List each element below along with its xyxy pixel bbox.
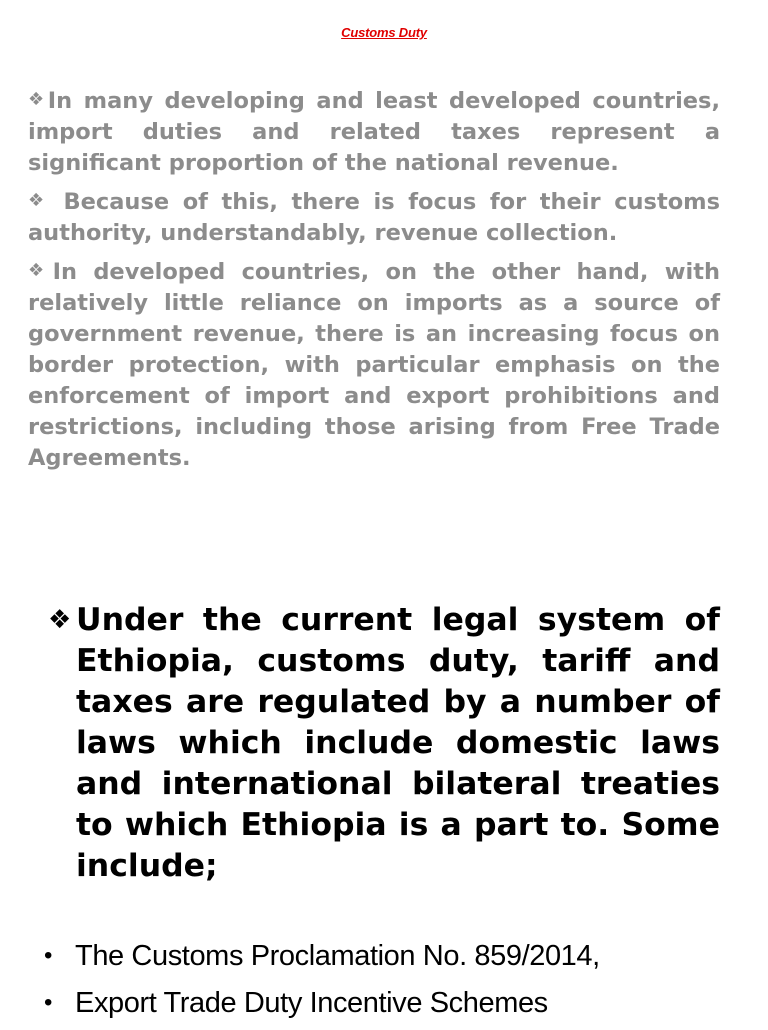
- intro-paragraph-3: [28, 255, 720, 474]
- intro-paragraph-1: [28, 84, 720, 179]
- diamond-bullet-icon: ❖: [28, 89, 48, 110]
- main-paragraph: [48, 600, 720, 887]
- bullet-dot-icon: •: [44, 942, 53, 969]
- page-title: Customs Duty: [341, 25, 427, 40]
- list-item: [44, 936, 734, 983]
- diamond-bullet-icon: ❖: [28, 260, 53, 281]
- law-list: [44, 936, 734, 1030]
- intro-paragraph-2: [28, 185, 720, 249]
- intro-paragraphs: [28, 84, 720, 480]
- diamond-bullet-icon: ❖: [48, 605, 72, 635]
- intro-paragraph-text: In many developing and least developed countries, import duties and related taxes represent a significant proportion of the national revenue.: [28, 88, 720, 176]
- diamond-bullet-icon: ❖: [28, 190, 50, 211]
- bullet-dot-icon: •: [44, 989, 53, 1016]
- list-item: [44, 983, 734, 1030]
- list-item-text: Export Trade Duty Incentive Schemes: [75, 987, 548, 1019]
- intro-paragraph-text: In developed countries, on the other hand, with relatively little reliance on imports as a source of government revenue, there is an increasing focus on border protection, with particular emphasis on the enforcement of import and export prohibitions and restrictions, including those arising from Free Trade Agreements.: [28, 259, 720, 471]
- intro-paragraph-text: Because of this, there is focus for their customs authority, understandably, revenue collection.: [28, 189, 720, 246]
- list-item-text: The Customs Proclamation No. 859/2014,: [75, 940, 600, 972]
- main-paragraph-text: Under the current legal system of Ethiopia, customs duty, tariff and taxes are regulated by a number of laws which include domestic laws and international bilateral treaties to which Ethiopia is a part to. Some include;: [76, 602, 720, 884]
